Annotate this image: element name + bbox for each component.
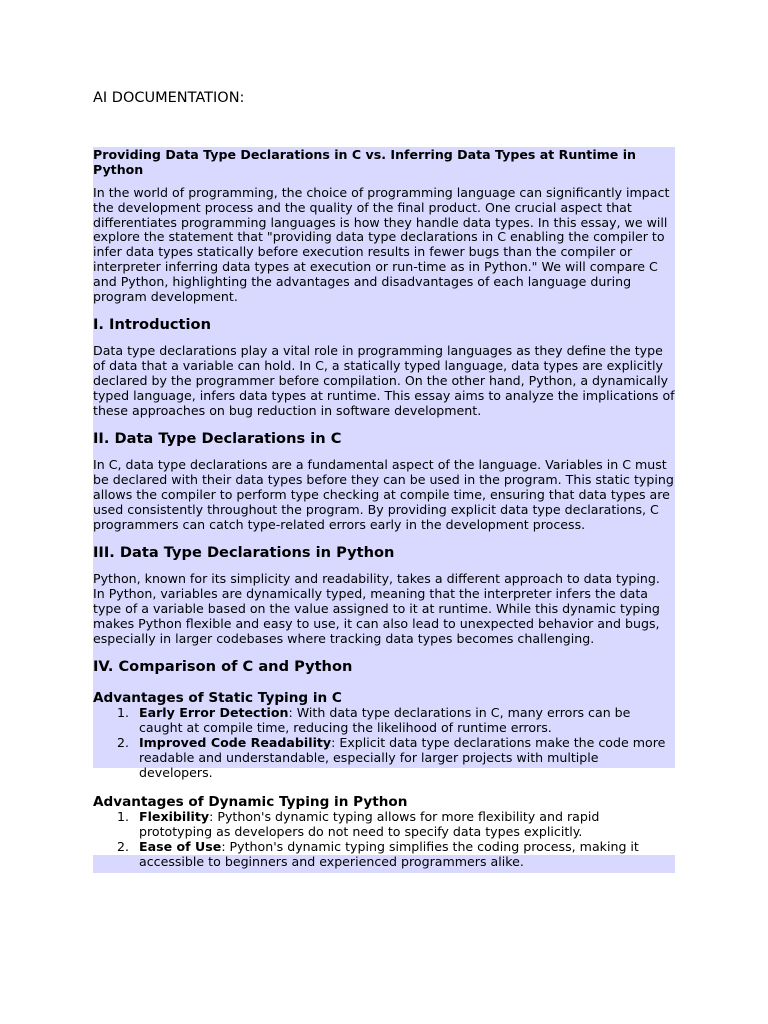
list-item (93, 810, 675, 840)
list-item-term: Flexibility (139, 809, 210, 825)
section-body-c-declarations: In C, data type declarations are a fundamental aspect of the language. Variables in C must be declared with their data types before they can be used in the program. This static typing allows the compiler to perform type checking at compile time, ensuring that data types are used consistently throughout the program. By providing explicit data type declarations, C programmers can catch type-related errors early in the development process. (93, 457, 674, 532)
list-item-text: : Python's dynamic typing allows for more flexibility and rapid prototyping as developers do not need to specify data types explicitly. (139, 809, 600, 840)
dynamic-typing-list (93, 810, 675, 869)
list-item-text: : Explicit data type declarations make the code more readable and understandable, especially for larger projects with multiple developers. (139, 734, 666, 780)
intro-paragraph: In the world of programming, the choice of programming language can significantly impact the development process and the quality of the final product. One crucial aspect that differentiates programming languages is how they handle data types. In this essay, we will explore the statement that "providing data type declarations in C enabling the compiler to infer data types statically before execution results in fewer bugs than the compiler or interpreter inferring data types at execution or run-time as in Python." We will compare C and Python, highlighting the advantages and disadvantages of each language during program development. (93, 185, 670, 304)
list-number: 1. (117, 809, 130, 825)
section-heading-introduction: I. Introduction (93, 316, 211, 334)
list-item-term: Early Error Detection (139, 705, 289, 721)
static-typing-heading: Advantages of Static Typing in C (93, 690, 342, 707)
list-item-term: Ease of Use (139, 838, 222, 854)
section-heading-python-declarations: III. Data Type Declarations in Python (93, 544, 395, 562)
static-typing-list (93, 706, 675, 780)
dynamic-typing-heading: Advantages of Dynamic Typing in Python (93, 794, 408, 811)
section-heading-comparison: IV. Comparison of C and Python (93, 658, 353, 676)
list-number: 2. (117, 838, 130, 854)
essay-content (93, 148, 675, 870)
section-body-introduction: Data type declarations play a vital role in programming languages as they define the type of data that a variable can hold. In C, a statically typed language, data types are explicitly declared by the programmer before compilation. On the other hand, Python, a dynamically typed language, infers data types at runtime. This essay aims to analyze the implications of these approaches on bug reduction in software development. (93, 343, 675, 418)
list-item (93, 840, 675, 870)
list-item-text: : With data type declarations in C, many errors can be caught at compile time, reducing the likelihood of runtime errors. (139, 705, 631, 736)
section-heading-c-declarations: II. Data Type Declarations in C (93, 430, 342, 448)
list-item (93, 736, 675, 780)
essay-title: Providing Data Type Declarations in C vs. Inferring Data Types at Runtime in Python (93, 147, 636, 177)
list-number: 1. (117, 705, 130, 721)
document-header: AI DOCUMENTATION: (93, 90, 245, 106)
list-item-term: Improved Code Readability (139, 734, 332, 750)
list-item (93, 706, 675, 736)
list-item-text: : Python's dynamic typing simplifies the coding process, making it accessible to beginners and experienced programmers alike. (139, 838, 639, 869)
section-body-python-declarations: Python, known for its simplicity and readability, takes a different approach to data typing. In Python, variables are dynamically typed, meaning that the interpreter infers the data type of a variable based on the value assigned to it at runtime. While this dynamic typing makes Python flexible and easy to use, it can also lead to unexpected behavior and bugs, especially in larger codebases where tracking data types becomes challenging. (93, 571, 660, 646)
list-number: 2. (117, 734, 130, 750)
